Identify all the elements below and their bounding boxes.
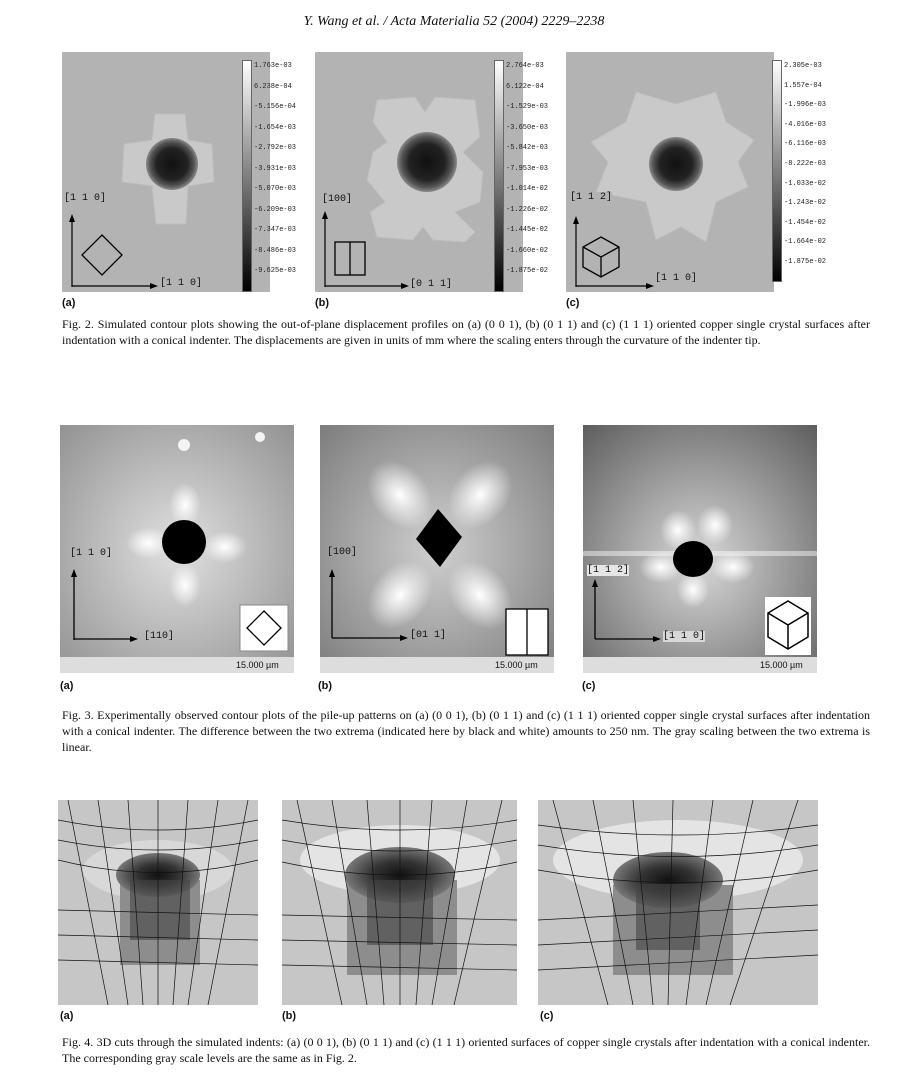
fig2a-vertical-direction: [1 1 0] (64, 193, 107, 204)
colorbar-tick-label: -1.014e-02 (506, 185, 549, 193)
colorbar-tick-label: -1.445e-02 (506, 226, 549, 234)
fig4-panel-c-image (538, 800, 818, 1005)
colorbar-tick-label: 6.238e-04 (254, 82, 292, 91)
fig3-panel-a-label: (a) (60, 680, 74, 692)
fig2c-colorbar (772, 60, 782, 282)
colorbar-tick-label: -5.070e-03 (254, 185, 297, 193)
fig3-panel-b-label: (b) (318, 680, 333, 692)
colorbar-tick-label: -3.931e-03 (254, 164, 297, 173)
colorbar-tick-label: -7.347e-03 (254, 226, 297, 234)
colorbar-tick-label: -1.243e-02 (784, 199, 827, 208)
colorbar-tick-label: -6.209e-03 (254, 205, 297, 214)
fig4-caption: Fig. 4. 3D cuts through the simulated indents: (a) (0 0 1), (b) (0 1 1) and (c) (1 1 1) oriented surfaces of copper single crystals after indentation with a conical indenter. The corresponding gray scale levels are the same as in Fig. 2. (62, 1035, 870, 1065)
colorbar-tick-label: -1.660e-02 (506, 246, 549, 255)
colorbar-tick-label: -5.156e-04 (254, 103, 297, 111)
fig3c-vertical-direction: [1 1 2] (587, 565, 630, 576)
colorbar-tick-label: -8.222e-03 (784, 160, 827, 168)
fig4-panel-b-label: (b) (282, 1010, 297, 1022)
colorbar-tick-label: -3.650e-03 (506, 123, 549, 132)
fig2-panel-c-label: (c) (566, 297, 580, 309)
fig4-panel-c-label: (c) (540, 1010, 554, 1022)
fig3a-vertical-direction: [1 1 0] (70, 548, 113, 559)
fig2-panel-a-image (62, 52, 270, 292)
colorbar-tick-label: -5.842e-03 (506, 144, 549, 152)
colorbar-tick-label: 1.763e-03 (254, 62, 292, 70)
fig2-panel-c-image (566, 52, 774, 292)
colorbar-tick-label: -7.953e-03 (506, 164, 549, 173)
indent-crater (397, 132, 457, 192)
fig4-panel-a-label: (a) (60, 1010, 74, 1022)
colorbar-tick-label: -1.529e-03 (506, 103, 549, 111)
colorbar-tick-label: -6.116e-03 (784, 140, 827, 149)
fig3b-scale-label: 15.000 µm (495, 660, 538, 670)
fig2b-colorbar (494, 60, 504, 292)
indent-crater (162, 520, 206, 564)
fig3b-horizontal-direction: [01 1] (410, 630, 447, 641)
fig3a-scale-label: 15.000 µm (236, 660, 279, 670)
fig2c-horizontal-direction: [1 1 0] (655, 273, 698, 284)
fig2-caption: Fig. 2. Simulated contour plots showing the out-of-plane displacement profiles on (a) (0 0 1), (b) (0 1 1) and (c) (1 1 1) oriented copper single crystal surfaces after indentation with a conical indenter. The displacements are given in units of mm where the scaling enters through the curvature of the indenter tip. (62, 317, 870, 347)
fig3-caption: Fig. 3. Experimentally observed contour plots of the pile-up patterns on (a) (0 0 1), (b) (0 1 1) and (c) (1 1 1) oriented copper single crystal surfaces after indentation with a conical indenter. The difference between the two extrema (indicated here by black and white) amounts to 250 nm. The gray scaling between the two extrema is linear. (62, 708, 870, 754)
fig2-panel-b-label: (b) (315, 297, 330, 309)
hexagon-cube-icon (765, 597, 811, 655)
colorbar-tick-label: -1.875e-02 (784, 258, 827, 266)
colorbar-tick-label: -1.996e-03 (784, 101, 827, 110)
colorbar-tick-label: -1.226e-02 (506, 205, 549, 214)
fig2a-colorbar (242, 60, 252, 292)
colorbar-tick-label: 1.557e-04 (784, 81, 822, 90)
fig3-panel-c-label: (c) (582, 680, 596, 692)
fig2c-vertical-direction: [1 1 2] (570, 192, 613, 203)
fig3b-vertical-direction: [100] (327, 547, 358, 558)
colorbar-tick-label: -1.454e-02 (784, 218, 827, 227)
indent-crater (673, 541, 713, 577)
fig3a-horizontal-direction: [110] (144, 631, 175, 642)
fig4-panel-a-image (58, 800, 258, 1005)
colorbar-tick-label: -1.664e-02 (784, 238, 827, 247)
indent-crater (649, 137, 703, 191)
fig2b-horizontal-direction: [0 1 1] (410, 279, 453, 290)
fig3c-horizontal-direction: [1 1 0] (663, 631, 706, 642)
colorbar-tick-label: -2.792e-03 (254, 144, 297, 152)
fig2-panel-a-label: (a) (62, 297, 76, 309)
fig2b-vertical-direction: [100] (322, 194, 353, 205)
indent-crater (146, 138, 198, 190)
colorbar-tick-label: -1.654e-03 (254, 123, 297, 132)
colorbar-tick-label: -1.033e-02 (784, 179, 827, 188)
colorbar-tick-label: 2.305e-03 (784, 62, 822, 70)
colorbar-tick-label: -8.486e-03 (254, 246, 297, 255)
colorbar-tick-label: -9.625e-03 (254, 267, 297, 275)
colorbar-tick-label: -1.875e-02 (506, 267, 549, 275)
running-header: Y. Wang et al. / Acta Materialia 52 (2004) 2229–2238 (303, 14, 605, 29)
colorbar-tick-label: -4.016e-03 (784, 120, 827, 129)
fig2a-horizontal-direction: [1 1 0] (160, 278, 203, 289)
colorbar-tick-label: 2.764e-03 (506, 62, 544, 70)
fig4-panel-b-image (282, 800, 517, 1005)
fig2-panel-b-image (315, 52, 523, 292)
fig3c-scale-label: 15.000 µm (760, 660, 803, 670)
colorbar-tick-label: 6.122e-04 (506, 82, 544, 91)
